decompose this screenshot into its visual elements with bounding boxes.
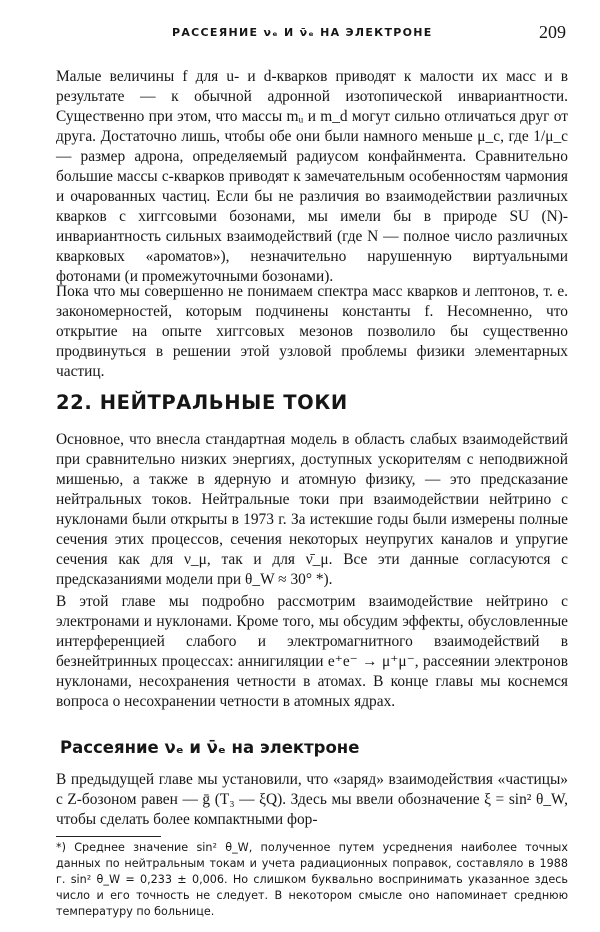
running-title: РАССЕЯНИЕ νₑ И ν̄ₑ НА ЭЛЕКТРОНЕ (172, 26, 433, 39)
paragraph-mass-spectrum: Пока что мы совершенно не понимаем спектра масс кварков и лептонов, т. е. закономерностей, которым подчинены константы f. Несомненно, что открытие на опыте хиггсовых мезонов позволило бы существенно продвинуться в решении этой узловой проблемы физики элементарных частиц. (56, 283, 568, 380)
paragraph-neutral-currents: Основное, что внесла стандартная модель в область слабых взаимодействий при сравнительно низких энергиях, доступных ускорителям с неподвижной мишенью, а также в ядерную и атомную физику, — это предсказание нейтральных токов. Нейтральные токи при взаимодействии нейтрино с нуклонами были открыты в 1973 г. За истекшие годы были измерены полные сечения этих процессов, сечения некоторых неупругих каналов и упругие сечения как для ν_μ, так и для ν̄_μ. Все эти данные согласуются с предсказаниями модели при θ_W ≈ 30° *). (56, 431, 568, 588)
footnote: *) Среднее значение sin² θ_W, полученное путем усреднения наиболее точных данных по нейтральным токам и учета радиационных поправок, составляло в 1988 г. sin² θ_W = 0,233 ± 0,006. Но слишком буквально воспринимать указанное здесь число и его точность не следует. В некотором смысле оно напоминает среднюю температуру по больнице. (56, 841, 568, 918)
chapter-heading: 22. НЕЙТРАЛЬНЫЕ ТОКИ (56, 391, 348, 414)
page-number: 209 (539, 22, 566, 42)
section-heading: Рассеяние νₑ и ν̄ₑ на электроне (60, 738, 360, 757)
paragraph-chapter-overview: В этой главе мы подробно рассмотрим взаимодействие нейтрино с электронами и нуклонами. Кроме того, мы обсудим эффекты, обусловленные интерференцией слабого и электромагнитного взаимодействий в безнейтринных процессах: аннигиляции e⁺e⁻ → μ⁺μ⁻, рассеянии электронов нуклонами, несохранения четности в атомах. В конце главы мы коснемся вопроса о несохранении четности в атомных ядрах. (56, 593, 568, 710)
paragraph-quark-masses: Малые величины f для u- и d-кварков приводят к малости их масс и в результате — к обычной адронной изотопической инвариантности. Существенно при этом, что массы mᵤ и m_d могут сильно отличаться друг от друга. Достаточно лишь, чтобы обе они были намного меньше μ_c, где 1/μ_c — размер адрона, определяемый радиусом конфайнмента. Сравнительно большие массы c-кварков приводят к замечательным особенностям чармония и очарованных частиц. Если бы не различия во взаимодействии различных кварков с хиггсовыми бозонами, мы имели бы в природе SU (N)-инвариантность сильных взаимодействий (где N — полное число различных кварковых «ароматов»), незначительно нарушенную виртуальными фотонами (и промежуточными бозонами). (56, 68, 568, 285)
paragraph-z-charge: В предыдущей главе мы установили, что «заряд» взаимодействия «частицы» с Z-бозоном равен — ḡ (T₃ — ξQ). Здесь мы ввели обозначение ξ = sin² θ_W, чтобы сделать более компактными фор- (56, 771, 568, 828)
page-header (60, 22, 570, 46)
footnote-divider (56, 836, 161, 837)
